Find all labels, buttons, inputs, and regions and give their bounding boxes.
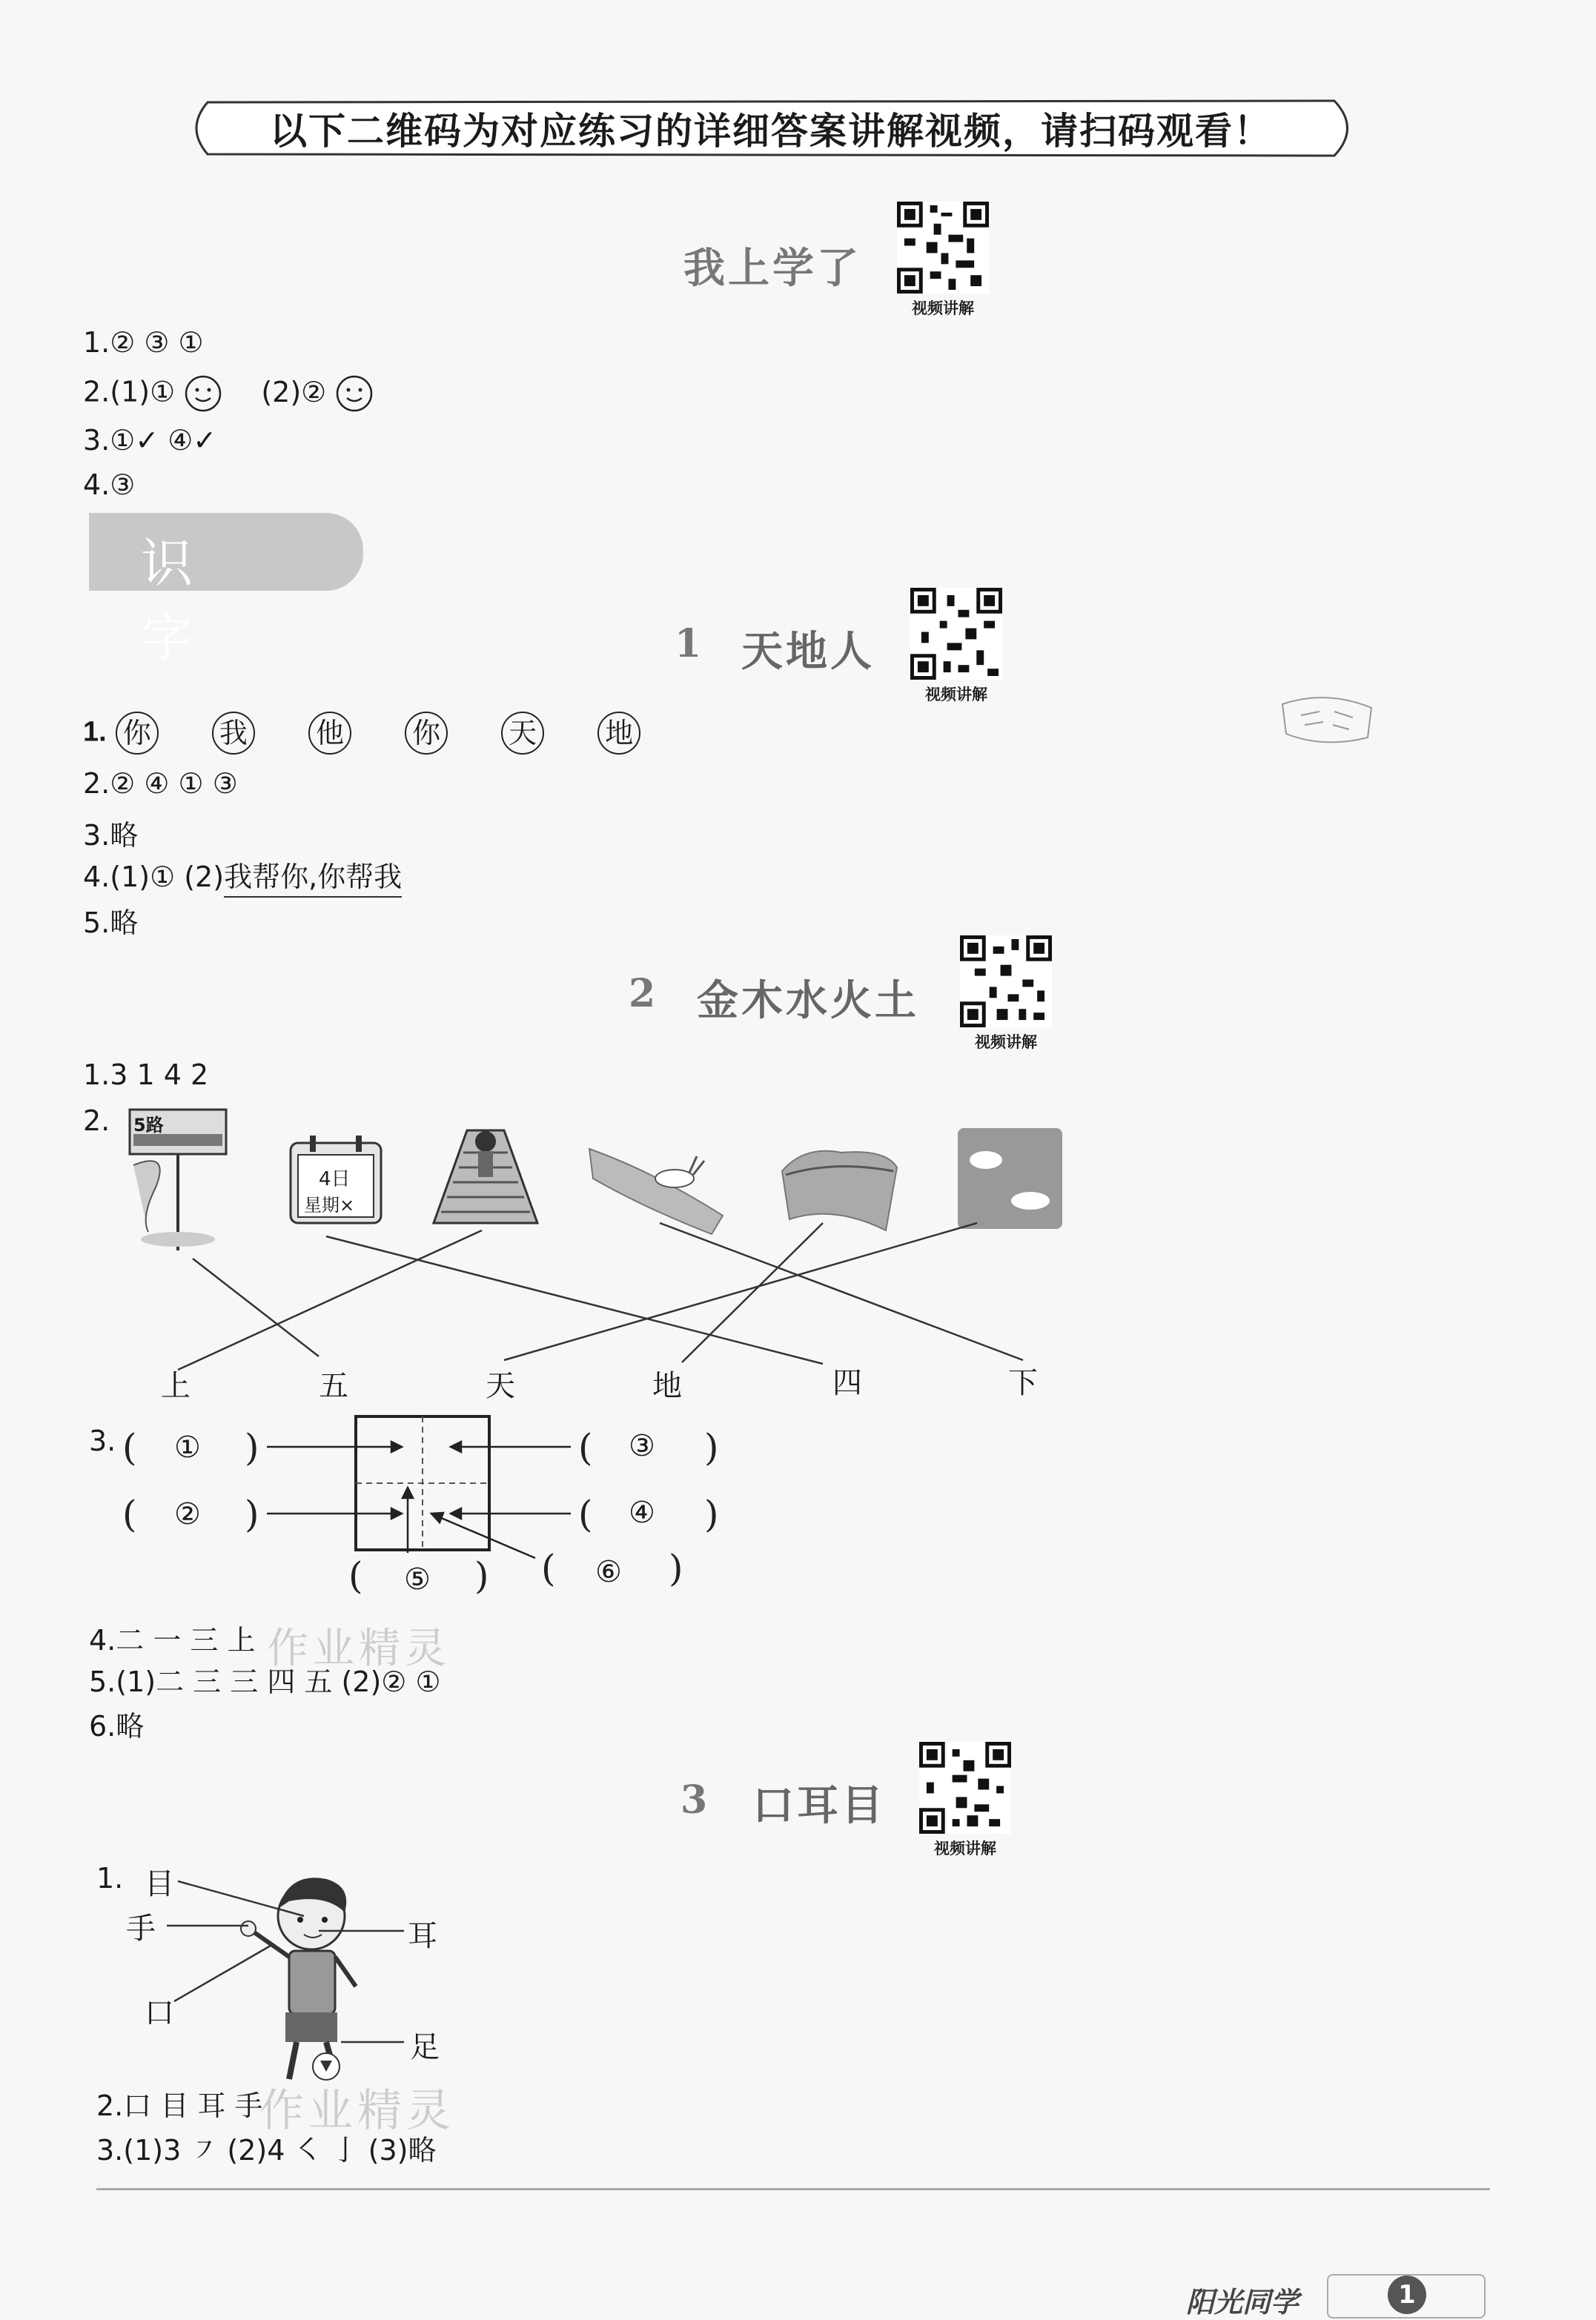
l3-q3: 3.(1)3 ㇇ (2)4 ㇛ 亅 (3)略 xyxy=(96,2134,437,2167)
circled-char: 你 xyxy=(116,712,159,755)
l1-q5: 5.略 xyxy=(83,907,139,939)
svg-text:(: ( xyxy=(122,1426,137,1469)
qr-caption: 视频讲解 xyxy=(975,1033,1037,1051)
lesson2-title: 金木水火土 xyxy=(697,977,919,1025)
qr-caption: 视频讲解 xyxy=(912,299,974,317)
l1-q3: 3.略 xyxy=(83,819,139,852)
svg-text:): ) xyxy=(704,1426,719,1469)
label-foot: 足 xyxy=(410,2030,440,2064)
svg-text:(: ( xyxy=(122,1493,137,1536)
brand-logo: 阳光同学 xyxy=(1186,2286,1299,2319)
s0-q2-a: 2.(1)① xyxy=(83,375,176,408)
label-eye: 目 xyxy=(145,1867,174,1901)
l1-q2: 2.② ④ ① ③ xyxy=(83,767,238,800)
svg-text:(: ( xyxy=(578,1426,593,1469)
q3-answer-5: ⑤ xyxy=(404,1562,431,1597)
q3-answer-3: ③ xyxy=(629,1429,655,1463)
match-word: 地 xyxy=(652,1369,682,1403)
q3-answer-2: ② xyxy=(174,1497,201,1531)
svg-text:): ) xyxy=(245,1493,259,1536)
lesson3-title: 口耳目 xyxy=(752,1782,886,1830)
l2-q2-label: 2. xyxy=(83,1104,110,1137)
l1-q4-underlined: 我帮你,你帮我 xyxy=(224,861,402,898)
calendar-week: 星期× xyxy=(304,1195,355,1216)
section-title-woshangxuele: 我上学了 xyxy=(683,245,861,293)
svg-text:): ) xyxy=(474,1554,489,1597)
s0-q1: 1.② ③ ① xyxy=(83,326,204,359)
s0-q4: 4.③ xyxy=(83,468,136,501)
svg-text:): ) xyxy=(669,1547,683,1590)
svg-text:(: ( xyxy=(348,1554,363,1597)
banner-text: 以下二维码为对应练习的详细答案讲解视频，请扫码观看！ xyxy=(270,110,1272,153)
match-word: 下 xyxy=(1008,1366,1038,1400)
label-hand: 手 xyxy=(126,1912,156,1946)
lesson3-number: 3 xyxy=(681,1777,708,1823)
lesson1-title: 天地人 xyxy=(741,628,875,676)
q3-answer-1: ① xyxy=(174,1431,201,1465)
match-word: 四 xyxy=(832,1366,862,1400)
match-word: 天 xyxy=(486,1369,515,1403)
circled-char: 我 xyxy=(212,712,255,755)
l2-q4: 4.二 一 三 上 xyxy=(89,1624,256,1657)
l3-q1-label: 1. xyxy=(96,1862,124,1895)
l1-q1-label: 1. xyxy=(83,716,107,748)
circled-char: 地 xyxy=(597,712,640,755)
l2-q5: 5.(1)二 三 三 四 五 (2)② ① xyxy=(89,1666,441,1698)
lesson2-number: 2 xyxy=(629,971,656,1016)
l2-q6: 6.略 xyxy=(89,1710,145,1743)
page-number: 1 xyxy=(1388,2276,1426,2314)
l1-q4-prefix: 4.(1)① (2) xyxy=(83,861,225,893)
section-header-text: 识字 xyxy=(141,533,259,669)
s0-q3: 3.①✓ ④✓ xyxy=(83,424,217,457)
match-word: 上 xyxy=(161,1369,191,1403)
match-word: 五 xyxy=(319,1369,348,1403)
calendar-day: 4日 xyxy=(319,1168,351,1190)
l2-q1: 1.3 1 4 2 xyxy=(83,1058,209,1091)
qr-caption: 视频讲解 xyxy=(925,686,987,703)
label-mouth: 口 xyxy=(145,1996,174,2030)
footer-divider xyxy=(96,2188,1490,2190)
svg-text:): ) xyxy=(245,1426,259,1469)
svg-text:): ) xyxy=(704,1493,719,1536)
circled-char: 天 xyxy=(501,712,544,755)
q3-answer-6: ⑥ xyxy=(595,1555,622,1589)
watermark: 作业精灵 xyxy=(267,1625,451,1673)
lesson1-number: 1 xyxy=(675,621,702,666)
q3-answer-4: ④ xyxy=(629,1496,655,1530)
l3-q2: 2.口 目 耳 手 xyxy=(96,2089,263,2122)
circled-char: 你 xyxy=(405,712,448,755)
s0-q2-b: (2)② xyxy=(261,375,327,408)
svg-text:(: ( xyxy=(541,1547,556,1590)
svg-text:(: ( xyxy=(578,1493,593,1536)
bus-sign-text: 5路 xyxy=(133,1115,164,1136)
qr-caption: 视频讲解 xyxy=(934,1840,996,1857)
circled-char: 他 xyxy=(308,712,351,755)
watermark: 作业精灵 xyxy=(259,2085,455,2137)
l2-q3-label: 3. xyxy=(89,1425,116,1457)
label-ear: 耳 xyxy=(408,1919,437,1953)
